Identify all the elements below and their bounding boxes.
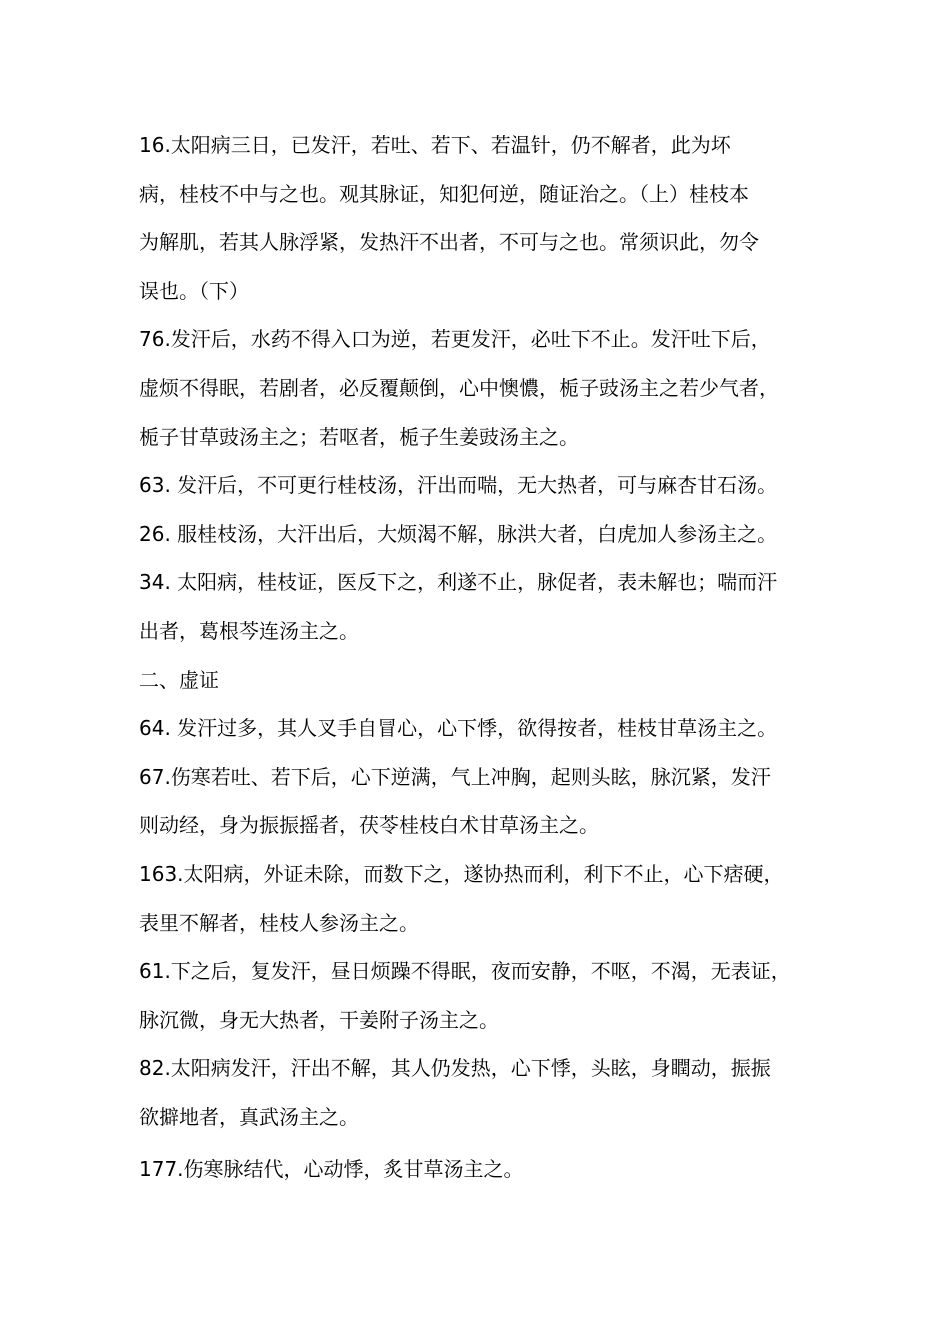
text-line: 病，桂枝不中与之也。观其脉证，知犯何逆，随证治之。（上）桂枝本: [139, 181, 749, 206]
clause-82: [139, 1044, 829, 1141]
clause-63: [139, 461, 829, 510]
section-heading-xuzheng: [139, 656, 829, 705]
text-line: 177.伤寒脉结代，心动悸，炙甘草汤主之。: [139, 1157, 524, 1182]
text-line: 出者，葛根芩连汤主之。: [139, 618, 359, 643]
clause-177: [139, 1145, 829, 1194]
text-line: 欲擗地者，真武汤主之。: [139, 1104, 359, 1129]
clause-163: [139, 850, 829, 947]
clause-67: [139, 753, 829, 850]
text-line: 则动经，身为振振摇者，茯苓桂枝白术甘草汤主之。: [139, 813, 599, 838]
clause-61: [139, 947, 829, 1044]
text-line: 61.下之后，复发汗，昼日烦躁不得眠，夜而安静，不呕，不渴，无表证，: [139, 959, 791, 984]
clause-76: [139, 315, 829, 461]
text-line: 26. 服桂枝汤，大汗出后，大烦渴不解，脉洪大者，白虎加人参汤主之。: [139, 521, 778, 546]
section-heading: 二、虚证: [139, 667, 219, 692]
text-line: 栀子甘草豉汤主之；若呕者，栀子生姜豉汤主之。: [139, 424, 579, 449]
text-line: 误也。（下）: [139, 278, 249, 303]
text-line: 表里不解者，桂枝人参汤主之。: [139, 910, 419, 935]
text-line: 为解肌，若其人脉浮紧，发热汗不出者，不可与之也。常须识此，勿令: [139, 230, 759, 255]
clause-34: [139, 558, 829, 655]
text-line: 脉沉微，身无大热者，干姜附子汤主之。: [139, 1007, 499, 1032]
clause-26: [139, 510, 829, 559]
text-line: 虚烦不得眠，若剧者，必反覆颠倒，心中懊憹，栀子豉汤主之若少气者，: [139, 375, 779, 400]
text-line: 34. 太阳病，桂枝证，医反下之，利遂不止，脉促者，表未解也；喘而汗: [139, 570, 778, 595]
clause-64: [139, 704, 829, 753]
text-line: 63. 发汗后，不可更行桂枝汤，汗出而喘，无大热者，可与麻杏甘石汤。: [139, 473, 778, 498]
document-page: [139, 121, 829, 1194]
text-line: 64. 发汗过多，其人叉手自冒心，心下悸，欲得按者，桂枝甘草汤主之。: [139, 716, 778, 741]
text-line: 67.伤寒若吐、若下后，心下逆满，气上冲胸，起则头眩，脉沉紧，发汗: [139, 764, 771, 789]
text-line: 76.发汗后，水药不得入口为逆，若更发汗，必吐下不止。发汗吐下后，: [139, 327, 771, 352]
text-line: 82.太阳病发汗，汗出不解，其人仍发热，心下悸，头眩，身瞤动，振振: [139, 1056, 771, 1081]
clause-16: [139, 121, 829, 315]
text-line: 16.太阳病三日，已发汗，若吐、若下、若温针，仍不解者，此为坏: [139, 133, 731, 157]
text-line: 163.太阳病，外证未除，而数下之，遂协热而利，利下不止，心下痞硬，: [139, 861, 784, 886]
